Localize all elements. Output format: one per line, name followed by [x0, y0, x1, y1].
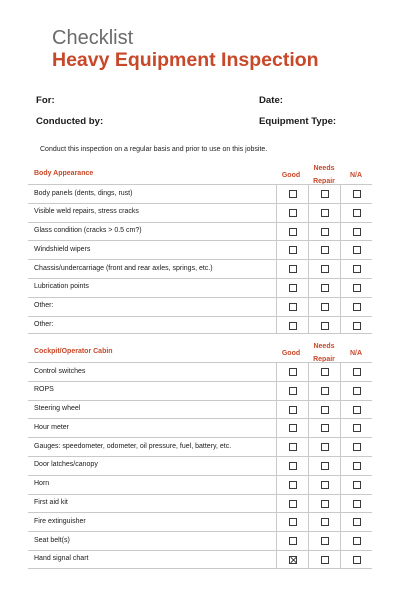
needs-repair-checkbox[interactable] — [321, 322, 329, 330]
checklist-row — [28, 184, 372, 203]
column-header-needs-line2: Repair — [313, 178, 335, 185]
na-cell — [340, 185, 372, 203]
checklist-item-label: ROPS — [34, 386, 54, 394]
na-checkbox[interactable] — [353, 209, 361, 217]
na-cell — [340, 532, 372, 550]
good-cell — [276, 401, 308, 419]
na-checkbox[interactable] — [353, 518, 361, 526]
na-checkbox[interactable] — [353, 284, 361, 292]
needs-repair-checkbox[interactable] — [321, 209, 329, 217]
needs-repair-checkbox[interactable] — [321, 387, 329, 395]
good-cell — [276, 363, 308, 381]
good-checkbox[interactable] — [289, 387, 297, 395]
good-cell — [276, 204, 308, 222]
column-header-needs-line2: Repair — [313, 356, 335, 363]
good-cell — [276, 476, 308, 494]
checklist-item-label: Fire extinguisher — [34, 517, 86, 525]
checklist-row — [28, 494, 372, 513]
good-cell — [276, 260, 308, 278]
column-header-needs-line1: Needs — [313, 165, 335, 172]
na-cell — [340, 363, 372, 381]
needs-repair-cell — [308, 532, 340, 550]
checklist-item-label: Door latches/canopy — [34, 461, 98, 469]
needs-repair-checkbox[interactable] — [321, 368, 329, 376]
na-cell — [340, 495, 372, 513]
needs-repair-cell — [308, 204, 340, 222]
good-checkbox[interactable] — [289, 284, 297, 292]
na-checkbox[interactable] — [353, 265, 361, 273]
needs-repair-checkbox[interactable] — [321, 265, 329, 273]
needs-repair-checkbox[interactable] — [321, 246, 329, 254]
needs-repair-cell — [308, 513, 340, 531]
needs-repair-cell — [308, 438, 340, 456]
needs-repair-cell — [308, 551, 340, 568]
conducted-by-field-label: Conducted by: — [36, 116, 104, 127]
na-checkbox[interactable] — [353, 368, 361, 376]
good-cell — [276, 513, 308, 531]
needs-repair-cell — [308, 185, 340, 203]
needs-repair-cell — [308, 401, 340, 419]
na-cell — [340, 223, 372, 241]
good-checkbox[interactable] — [289, 406, 297, 414]
na-checkbox[interactable] — [353, 246, 361, 254]
good-checkbox[interactable] — [289, 556, 297, 564]
good-cell — [276, 223, 308, 241]
na-checkbox[interactable] — [353, 537, 361, 545]
checklist-row — [28, 400, 372, 419]
checklist-item-label: Hand signal chart — [34, 555, 89, 563]
needs-repair-checkbox[interactable] — [321, 303, 329, 311]
good-checkbox[interactable] — [289, 424, 297, 432]
good-checkbox[interactable] — [289, 537, 297, 545]
checklist-item-label: Visible weld repairs, stress cracks — [34, 208, 139, 216]
good-cell — [276, 438, 308, 456]
na-cell — [340, 279, 372, 297]
checklist-item-label: Hour meter — [34, 423, 70, 431]
good-checkbox[interactable] — [289, 368, 297, 376]
good-checkbox[interactable] — [289, 228, 297, 236]
na-checkbox[interactable] — [353, 387, 361, 395]
na-checkbox[interactable] — [353, 228, 361, 236]
good-cell — [276, 457, 308, 475]
checklist-item-label: Other: — [34, 302, 54, 310]
checklist-item-label: Seat belt(s) — [34, 536, 70, 544]
checklist-item-label: Glass condition (cracks > 0.5 cm?) — [34, 227, 142, 235]
na-cell — [340, 551, 372, 568]
good-cell — [276, 495, 308, 513]
good-cell — [276, 241, 308, 259]
needs-repair-checkbox[interactable] — [321, 424, 329, 432]
good-cell — [276, 317, 308, 334]
na-checkbox[interactable] — [353, 303, 361, 311]
na-checkbox[interactable] — [353, 481, 361, 489]
checklist-row — [28, 418, 372, 437]
na-cell — [340, 317, 372, 334]
checklist-row — [28, 512, 372, 531]
na-cell — [340, 260, 372, 278]
equipment-type-field-label: Equipment Type: — [259, 116, 337, 127]
needs-repair-cell — [308, 317, 340, 334]
checklist-item-label: Control switches — [34, 367, 86, 375]
needs-repair-checkbox[interactable] — [321, 537, 329, 545]
good-checkbox[interactable] — [289, 209, 297, 217]
good-checkbox[interactable] — [289, 246, 297, 254]
na-cell — [340, 419, 372, 437]
needs-repair-cell — [308, 279, 340, 297]
needs-repair-cell — [308, 223, 340, 241]
needs-repair-cell — [308, 298, 340, 316]
na-cell — [340, 382, 372, 400]
needs-repair-checkbox[interactable] — [321, 518, 329, 526]
date-field-label: Date: — [259, 95, 283, 106]
good-checkbox[interactable] — [289, 443, 297, 451]
needs-repair-checkbox[interactable] — [321, 190, 329, 198]
needs-repair-cell — [308, 260, 340, 278]
checklist-row — [28, 381, 372, 400]
good-checkbox[interactable] — [289, 322, 297, 330]
na-checkbox[interactable] — [353, 500, 361, 508]
checklist-item-label: Horn — [34, 480, 50, 488]
good-cell — [276, 279, 308, 297]
checklist-row — [28, 456, 372, 475]
checklist-item-label: Gauges: speedometer, odometer, oil pressure, fuel, battery, etc. — [34, 442, 232, 450]
na-cell — [340, 457, 372, 475]
good-checkbox[interactable] — [289, 190, 297, 198]
needs-repair-cell — [308, 241, 340, 259]
na-checkbox[interactable] — [353, 322, 361, 330]
checklist-row — [28, 240, 372, 259]
good-checkbox[interactable] — [289, 518, 297, 526]
good-checkbox[interactable] — [289, 303, 297, 311]
na-cell — [340, 298, 372, 316]
checklist-row — [28, 437, 372, 456]
column-header-na: N/A — [349, 172, 363, 179]
good-cell — [276, 532, 308, 550]
checklist-table — [28, 184, 372, 334]
checklist-item-label: Chassis/undercarriage (front and rear axles, springs, etc.) — [34, 264, 213, 272]
good-cell — [276, 419, 308, 437]
na-cell — [340, 438, 372, 456]
needs-repair-checkbox[interactable] — [321, 228, 329, 236]
column-header-good: Good — [281, 350, 301, 357]
checklist-item-label: Other: — [34, 321, 54, 329]
na-checkbox[interactable] — [353, 190, 361, 198]
column-header-na: N/A — [349, 350, 363, 357]
checklist-row — [28, 203, 372, 222]
document-title-line1: Checklist — [52, 27, 134, 49]
na-checkbox[interactable] — [353, 556, 361, 564]
checklist-row — [28, 475, 372, 494]
good-checkbox[interactable] — [289, 265, 297, 273]
needs-repair-checkbox[interactable] — [321, 481, 329, 489]
needs-repair-cell — [308, 382, 340, 400]
needs-repair-cell — [308, 476, 340, 494]
na-cell — [340, 513, 372, 531]
needs-repair-checkbox[interactable] — [321, 556, 329, 564]
checklist-row — [28, 259, 372, 278]
checklist-item-label: Windshield wipers — [34, 245, 91, 253]
checklist-item-label: Lubrication points — [34, 283, 89, 291]
na-cell — [340, 476, 372, 494]
needs-repair-cell — [308, 419, 340, 437]
needs-repair-checkbox[interactable] — [321, 462, 329, 470]
checklist-row — [28, 362, 372, 381]
checklist-row — [28, 316, 372, 335]
na-cell — [340, 401, 372, 419]
section-title: Body Appearance — [34, 170, 94, 177]
na-cell — [340, 241, 372, 259]
good-cell — [276, 551, 308, 568]
good-cell — [276, 382, 308, 400]
column-header-good: Good — [281, 172, 301, 179]
checklist-item-label: Body panels (dents, dings, rust) — [34, 189, 133, 197]
column-header-needs-line1: Needs — [313, 343, 335, 350]
needs-repair-cell — [308, 495, 340, 513]
good-checkbox[interactable] — [289, 481, 297, 489]
needs-repair-checkbox[interactable] — [321, 500, 329, 508]
checklist-row — [28, 297, 372, 316]
checklist-row — [28, 278, 372, 297]
needs-repair-cell — [308, 457, 340, 475]
checklist-item-label: Steering wheel — [34, 405, 81, 413]
needs-repair-cell — [308, 363, 340, 381]
needs-repair-checkbox[interactable] — [321, 443, 329, 451]
checklist-row — [28, 222, 372, 241]
checklist-item-label: First aid kit — [34, 499, 68, 507]
for-field-label: For: — [36, 95, 55, 106]
na-checkbox[interactable] — [353, 443, 361, 451]
checklist-row — [28, 550, 372, 569]
na-checkbox[interactable] — [353, 406, 361, 414]
na-checkbox[interactable] — [353, 424, 361, 432]
good-checkbox[interactable] — [289, 500, 297, 508]
good-cell — [276, 185, 308, 203]
good-cell — [276, 298, 308, 316]
checklist-row — [28, 531, 372, 550]
needs-repair-checkbox[interactable] — [321, 406, 329, 414]
document-title-line2: Heavy Equipment Inspection — [52, 49, 319, 71]
needs-repair-checkbox[interactable] — [321, 284, 329, 292]
good-checkbox[interactable] — [289, 462, 297, 470]
section-title: Cockpit/Operator Cabin — [34, 348, 113, 355]
na-cell — [340, 204, 372, 222]
checklist-table — [28, 362, 372, 569]
intro-text: Conduct this inspection on a regular basis and prior to use on this jobsite. — [40, 146, 268, 153]
na-checkbox[interactable] — [353, 462, 361, 470]
